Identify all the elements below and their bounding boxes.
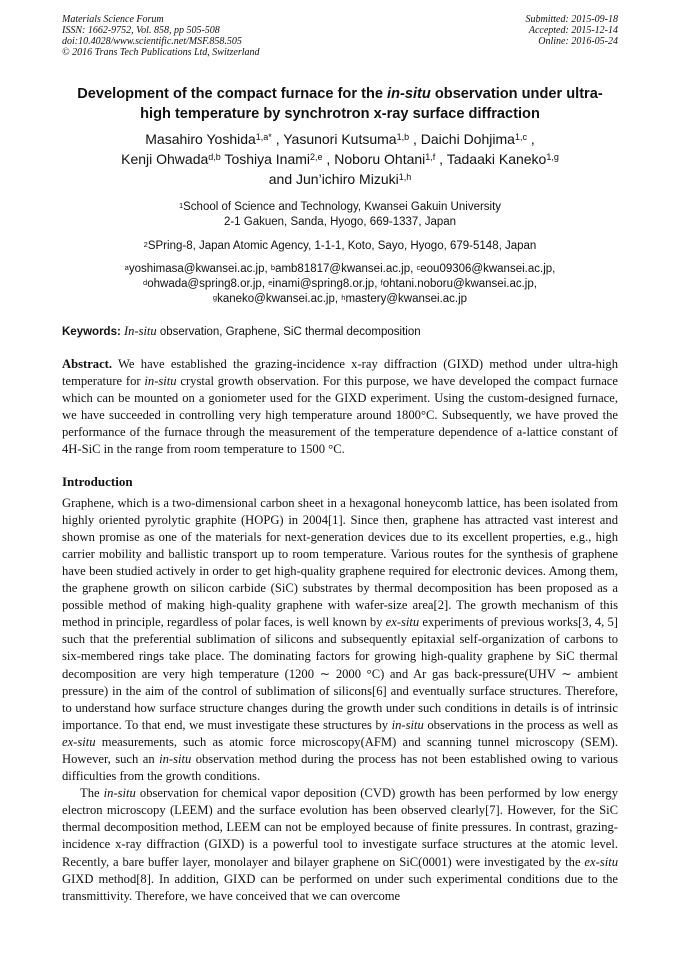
author-separator: , <box>409 131 421 147</box>
author-separator: , <box>271 131 284 147</box>
affiliation-1 <box>62 200 618 230</box>
author-name: Tadaaki Kaneko <box>446 151 547 167</box>
body-text: experiments of previous works[3, 4, 5] such that the preferential sublimation of silicons and subsequently epitaxial self-organization of carbons to six-membered rings take place. The dominating factors for growing high-quality graphene by SiC thermal decomposition are very high temperature (1200 ∼ 2000 °C) and Ar gas back-pressure(UHV ∼ ambient pressure) in the aim of the control of sublimation of silicons[6] and eventually surface structures. Therefore, to understand how surface structure changes during the growth under such conditions in details is of intrinsic importance. To that end, we must investigate these structures by <box>62 615 618 732</box>
affiliation-mark: 1 <box>178 201 184 210</box>
intro-paragraph-2 <box>62 785 618 905</box>
body-italic: ex-situ <box>584 854 618 869</box>
email-address: inami@spring8.or.jp, <box>272 278 381 290</box>
paper-page <box>62 14 618 905</box>
journal-copyright: © 2016 Trans Tech Publications Ltd, Switzerland <box>62 47 260 58</box>
author-line-1 <box>62 129 618 149</box>
author-name: Noboru Ohtani <box>334 151 426 167</box>
keywords <box>62 324 618 340</box>
author-line-3 <box>62 169 618 189</box>
body-italic: in-situ <box>159 751 192 766</box>
title-text-1: Development of the compact furnace for the <box>77 86 388 102</box>
author-name: Toshiya Inami <box>224 151 311 167</box>
email-mark: h <box>341 293 346 302</box>
title-text-2: observation under ultra-high temperature by synchrotron x-ray surface diffraction <box>140 86 603 122</box>
author-affil-mark: 2,e <box>310 152 323 162</box>
email-mark: g <box>212 293 218 302</box>
email-address: amb81817@kwansei.ac.jp, <box>275 263 417 275</box>
journal-doi: doi:10.4028/www.scientific.net/MSF.858.505 <box>62 36 242 47</box>
email-address: eou09306@kwansei.ac.jp, <box>420 263 556 275</box>
author-name: Yasunori Kutsuma <box>283 131 397 147</box>
affiliation-name: SPring-8, Japan Atomic Agency, 1-1-1, Koto, Sayo, Hyogo, 679-5148, Japan <box>147 240 537 252</box>
abstract-label: Abstract. <box>62 357 113 371</box>
body-italic: ex-situ <box>385 615 420 630</box>
author-line-2 <box>62 149 618 169</box>
body-text: measurements, such as atomic force microscopy(AFM) and scanning tunnel microscopy (SEM). However, such an <box>62 734 618 766</box>
body-text: observation method during the process has not been established owing to various difficulties from the growth conditions. <box>62 751 618 784</box>
email-address: yoshimasa@kwansei.ac.jp, <box>128 263 271 275</box>
keyword-italic: In-situ <box>124 324 157 338</box>
body-italic: in-situ <box>391 717 424 732</box>
section-heading: Introduction <box>62 473 133 489</box>
title-italic: in-situ <box>387 86 431 102</box>
affiliation-address: 2-1 Gakuen, Sanda, Hyogo, 669-1337, Japan <box>223 216 457 228</box>
author-name: Daichi Dohjima <box>420 131 515 147</box>
journal-issn: ISSN: 1662-9752, Vol. 858, pp 505-508 <box>62 25 220 36</box>
body-text: Graphene, which is a two-dimensional carbon sheet in a hexagonal honeycomb lattice, has been isolated from highly oriented pyrolytic graphite (HOPG) in 2004[1]. Since then, graphene has attracted vast interest and shown promise as one of the materials for next-generation devices due to its excellent properties, e.g., high carrier mobility and ballistic transport up to room temperature. Various routes for the synthesis of graphene have been studied actively in order to get high-quality graphene required for electronic devices. Among them, the graphene growth on silicon carbide (SiC) substrates by thermal decomposition has been proposed as a possible method of making high-quality graphene with wafer-size area[2]. The growth mechanism of this method in principle, regardless of polar faces, is well known by <box>62 495 618 630</box>
author-affil-mark: 1,g <box>546 152 559 162</box>
author-separator: , <box>322 151 335 167</box>
abstract-italic: in-situ <box>144 374 177 389</box>
affiliation-mark: 2 <box>143 240 148 249</box>
keywords-label: Keywords: <box>62 326 121 338</box>
body-italic: ex-situ <box>62 734 96 749</box>
author-separator: , <box>526 131 535 147</box>
author-name: Kenji Ohwada <box>121 151 209 167</box>
body-italic: in-situ <box>103 786 136 801</box>
submitted-date: Submitted: 2015-09-18 <box>525 14 618 25</box>
journal-header <box>62 14 618 58</box>
body-text: observation for chemical vapor deposition (CVD) growth has been performed by low energy electron microscopy (LEEM) and the surface evolution has been observed clearly[7]. However, for the SiC thermal decomposition method, LEEM can not be employed because of finite pressures. In contrast, grazing-incidence x-ray diffraction (GIXD) is a powerful tool to investigate surface structures at the atomic level. Recently, a bare buffer layer, monolayer and bilayer graphene on SiC(0001) were investigated by the <box>62 786 618 869</box>
author-list <box>62 129 618 189</box>
body-text: observations in the process as well as <box>423 717 619 732</box>
publication-dates <box>526 14 619 58</box>
email-address: ohtani.noboru@kwansei.ac.jp, <box>382 278 537 290</box>
keywords-text: observation, Graphene, SiC thermal decomposition <box>156 326 421 338</box>
abstract-text: We have established the grazing-incidence x-ray diffraction (GIXD) method under ultra-high temperature for <box>62 357 618 389</box>
author-affil-mark: 1,h <box>398 172 412 182</box>
affiliation-name: School of Science and Technology, Kwansei Gakuin University <box>183 201 502 213</box>
author-affil-mark: 1,f <box>425 152 436 162</box>
author-affil-mark: 1,c <box>514 132 527 142</box>
email-mark: e <box>268 278 273 287</box>
email-address: ohwada@spring8.or.jp, <box>147 278 269 290</box>
author-name: Masahiro Yoshida <box>145 131 256 147</box>
email-list <box>62 262 618 307</box>
email-mark: d <box>143 278 148 287</box>
email-mark: b <box>270 263 276 272</box>
affiliation-2 <box>62 239 618 254</box>
author-affil-mark: d,b <box>208 152 221 162</box>
email-mark: f <box>380 278 383 287</box>
email-address: kaneko@kwansei.ac.jp, <box>217 293 342 305</box>
journal-info <box>62 14 260 58</box>
accepted-date: Accepted: 2015-12-14 <box>528 25 618 36</box>
author-name: and Jun’ichiro Mizuki <box>268 171 399 187</box>
body-text: The <box>80 786 104 801</box>
email-mark: c <box>416 263 421 272</box>
author-affil-mark: 1,a* <box>255 132 272 142</box>
online-date: Online: 2016-05-24 <box>538 36 618 47</box>
abstract <box>62 356 618 459</box>
email-address: mastery@kwansei.ac.jp <box>345 293 468 305</box>
body-text: GIXD method[8]. In addition, GIXD can be performed on under such experimental conditions due to the transmittivity. Therefore, we have conceived that we can overcome <box>62 871 618 903</box>
journal-name: Materials Science Forum <box>62 14 164 25</box>
author-affil-mark: 1,b <box>396 132 410 142</box>
abstract-text: crystal growth observation. For this purpose, we have developed the compact furnace which can be mounted on a goniometer used for the GIXD experiment. Using the custom-designed furnace, we have succeeded in controlling very high temperature around 1800°C. Subsequently, we have proved the performance of the furnace through the measurement of the temperature dependence of a-lattice constant of 4H-SiC in the range from room temperature to 1500 °C. <box>62 374 618 457</box>
email-mark: a <box>124 263 129 272</box>
intro-paragraph-1 <box>62 495 618 786</box>
paper-title <box>62 84 618 124</box>
author-separator: , <box>435 151 447 167</box>
